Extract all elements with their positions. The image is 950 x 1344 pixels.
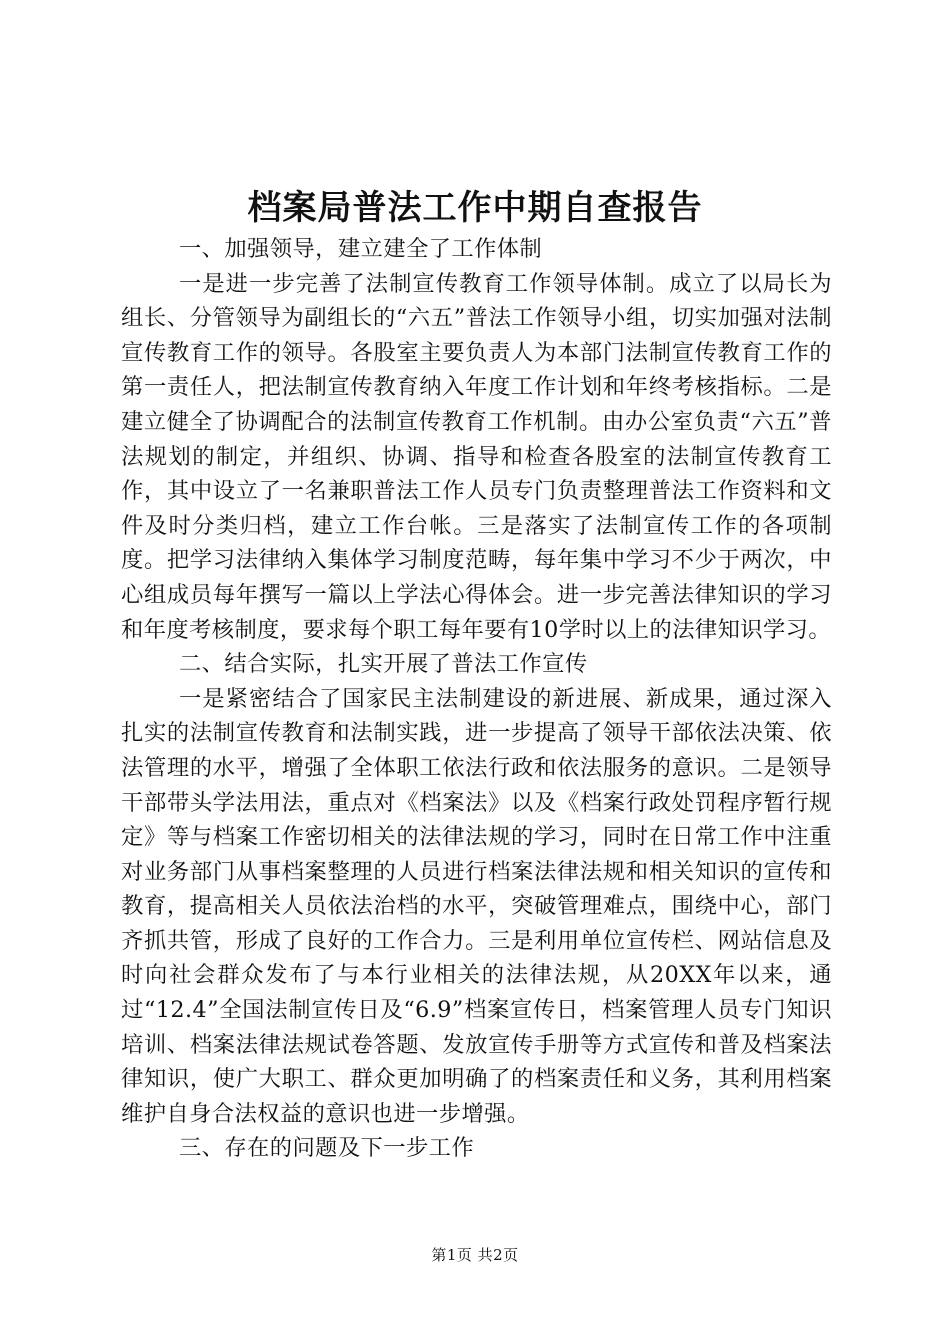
- body-paragraph-1: 一是进一步完善了法制宣传教育工作领导体制。成立了以局长为组长、分管领导为副组长的“六五”普法工作领导小组，切实加强对法制宣传教育工作的领导。各股室主要负责人为本部门法制宣传教育工作的第一责任人，把法制宣传教育纳入年度工作计划和年终考核指标。二是建立健全了协调配合的法制宣传教育工作机制。由办公室负责“六五”普法规划的制定，并组织、协调、指导和检查各股室的法制宣传教育工作，其中设立了一名兼职普法工作人员专门负责整理普法工作资料和文件及时分类归档，建立工作台帐。三是落实了法制宣传工作的各项制度。把学习法律纳入集体学习制度范畴，每年集中学习不少于两次，中心组成员每年撰写一篇以上学法心得体会。进一步完善法律知识的学习和年度考核制度，要求每个职工每年要有10学时以上的法律知识学习。: [121, 270, 832, 643]
- section-heading-2: 二、结合实际，扎实开展了普法工作宣传: [178, 651, 588, 678]
- body-paragraph-2: 一是紧密结合了国家民主法制建设的新进展、新成果，通过深入扎实的法制宣传教育和法制实践，进一步提高了领导干部依法决策、依法管理的水平，增强了全体职工依法行政和依法服务的意识。二是领导干部带头学法用法，重点对《档案法》以及《档案行政处罚程序暂行规定》等与档案工作密切相关的法律法规的学习，同时在日常工作中注重对业务部门从事档案整理的人员进行档案法律法规和相关知识的宣传和教育，提高相关人员依法治档的水平，突破管理难点，围绕中心，部门齐抓共管，形成了良好的工作合力。三是利用单位宣传栏、网站信息及时向社会群众发布了与本行业相关的法律法规，从20XX年以来，通过“12.4”全国法制宣传日及“6.9”档案宣传日，档案管理人员专门知识培训、档案法律法规试卷答题、发放宣传手册等方式宣传和普及档案法律知识，使广大职工、群众更加明确了的档案责任和义务，其利用档案维护自身合法权益的意识也进一步增强。: [121, 685, 832, 1127]
- document-body: [121, 232, 832, 1166]
- document-title: 档案局普法工作中期自查报告: [247, 188, 703, 228]
- page-footer: 第1页 共2页: [431, 1246, 519, 1264]
- section-heading-3: 三、存在的问题及下一步工作: [178, 1135, 475, 1162]
- section-heading-1: 一、加强领导，建立建全了工作体制: [178, 236, 543, 262]
